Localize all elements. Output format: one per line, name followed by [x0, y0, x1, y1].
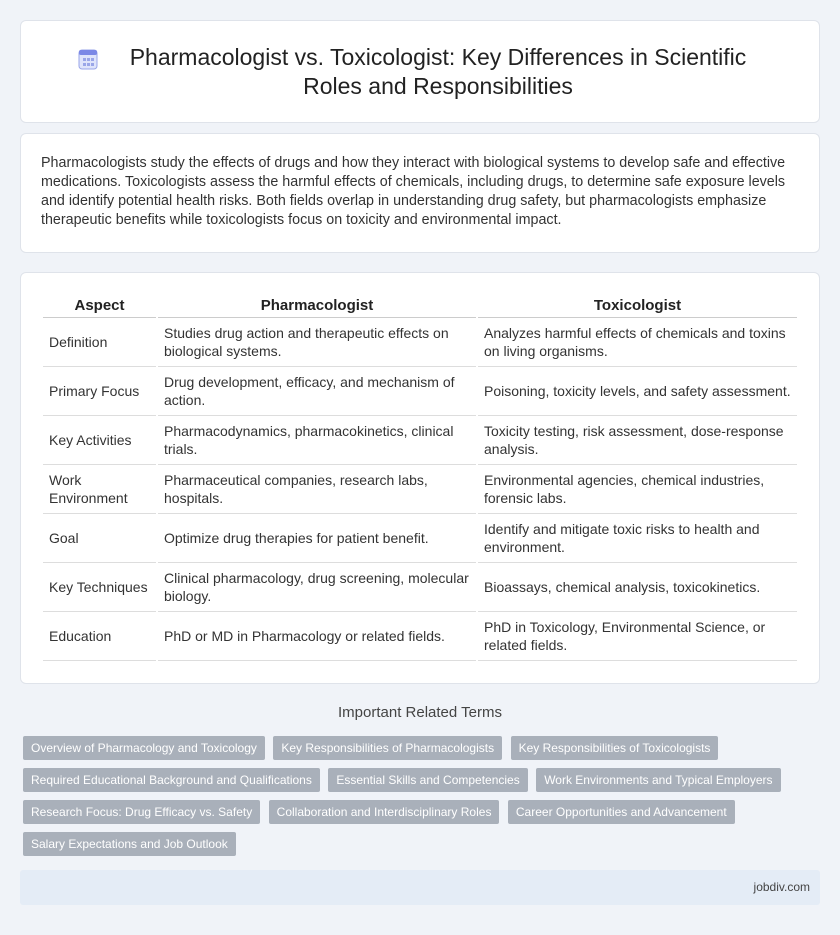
- header-aspect: Aspect: [43, 295, 156, 318]
- row-aspect: Key Activities: [43, 416, 156, 465]
- table-row: [43, 416, 797, 465]
- row-toxicologist: Bioassays, chemical analysis, toxicokinetics.: [478, 563, 797, 612]
- header-pharmacologist: Pharmacologist: [158, 295, 476, 318]
- row-toxicologist: PhD in Toxicology, Environmental Science, or related fields.: [478, 612, 797, 661]
- intro-card: [20, 133, 820, 253]
- row-toxicologist: Analyzes harmful effects of chemicals and toxins on living organisms.: [478, 318, 797, 367]
- row-pharmacologist: Clinical pharmacology, drug screening, molecular biology.: [158, 563, 476, 612]
- table-row: [43, 465, 797, 514]
- table-row: [43, 563, 797, 612]
- related-term-tag[interactable]: Key Responsibilities of Toxicologists: [511, 736, 719, 760]
- row-toxicologist: Toxicity testing, risk assessment, dose-response analysis.: [478, 416, 797, 465]
- row-aspect: Goal: [43, 514, 156, 563]
- row-pharmacologist: PhD or MD in Pharmacology or related fields.: [158, 612, 476, 661]
- related-terms-list: [23, 736, 803, 864]
- footer: [20, 870, 820, 905]
- related-term-tag[interactable]: Work Environments and Typical Employers: [536, 768, 780, 792]
- row-aspect: Key Techniques: [43, 563, 156, 612]
- row-pharmacologist: Studies drug action and therapeutic effects on biological systems.: [158, 318, 476, 367]
- related-term-tag[interactable]: Collaboration and Interdisciplinary Roles: [269, 800, 500, 824]
- related-term-tag[interactable]: Key Responsibilities of Pharmacologists: [273, 736, 502, 760]
- row-aspect: Definition: [43, 318, 156, 367]
- table-row: [43, 367, 797, 416]
- header-toxicologist: Toxicologist: [478, 295, 797, 318]
- table-row: [43, 612, 797, 661]
- row-pharmacologist: Optimize drug therapies for patient benefit.: [158, 514, 476, 563]
- row-toxicologist: Identify and mitigate toxic risks to health and environment.: [478, 514, 797, 563]
- table-row: [43, 514, 797, 563]
- related-term-tag[interactable]: Required Educational Background and Qualifications: [23, 768, 320, 792]
- header-card: [20, 20, 820, 123]
- related-term-tag[interactable]: Career Opportunities and Advancement: [508, 800, 735, 824]
- intro-text: Pharmacologists study the effects of drugs and how they interact with biological systems to develop safe and effective medications. Toxicologists assess the harmful effects of chemicals, including drugs, to determine safe exposure levels and identify potential health risks. Both fields overlap in understanding drug safety, but pharmacologists emphasize therapeutic benefits while toxicologists focus on toxicity and environmental impact.: [41, 155, 786, 228]
- related-term-tag[interactable]: Research Focus: Drug Efficacy vs. Safety: [23, 800, 260, 824]
- table-header-row: [43, 295, 797, 318]
- page-title: Pharmacologist vs. Toxicologist: Key Differences in Scientific Roles and Responsibilities: [129, 44, 747, 99]
- comparison-card: [20, 272, 820, 684]
- row-toxicologist: Environmental agencies, chemical industries, forensic labs.: [478, 465, 797, 514]
- row-aspect: Work Environment: [43, 465, 156, 514]
- row-pharmacologist: Pharmaceutical companies, research labs, hospitals.: [158, 465, 476, 514]
- comparison-table: [41, 295, 799, 661]
- row-pharmacologist: Pharmacodynamics, pharmacokinetics, clinical trials.: [158, 416, 476, 465]
- row-pharmacologist: Drug development, efficacy, and mechanism of action.: [158, 367, 476, 416]
- related-terms-title: Important Related Terms: [338, 704, 502, 721]
- row-aspect: Primary Focus: [43, 367, 156, 416]
- related-term-tag[interactable]: Essential Skills and Competencies: [328, 768, 527, 792]
- related-term-tag[interactable]: Salary Expectations and Job Outlook: [23, 832, 236, 856]
- table-row: [43, 318, 797, 367]
- row-aspect: Education: [43, 612, 156, 661]
- row-toxicologist: Poisoning, toxicity levels, and safety assessment.: [478, 367, 797, 416]
- footer-site-link[interactable]: jobdiv.com: [753, 880, 810, 894]
- related-term-tag[interactable]: Overview of Pharmacology and Toxicology: [23, 736, 265, 760]
